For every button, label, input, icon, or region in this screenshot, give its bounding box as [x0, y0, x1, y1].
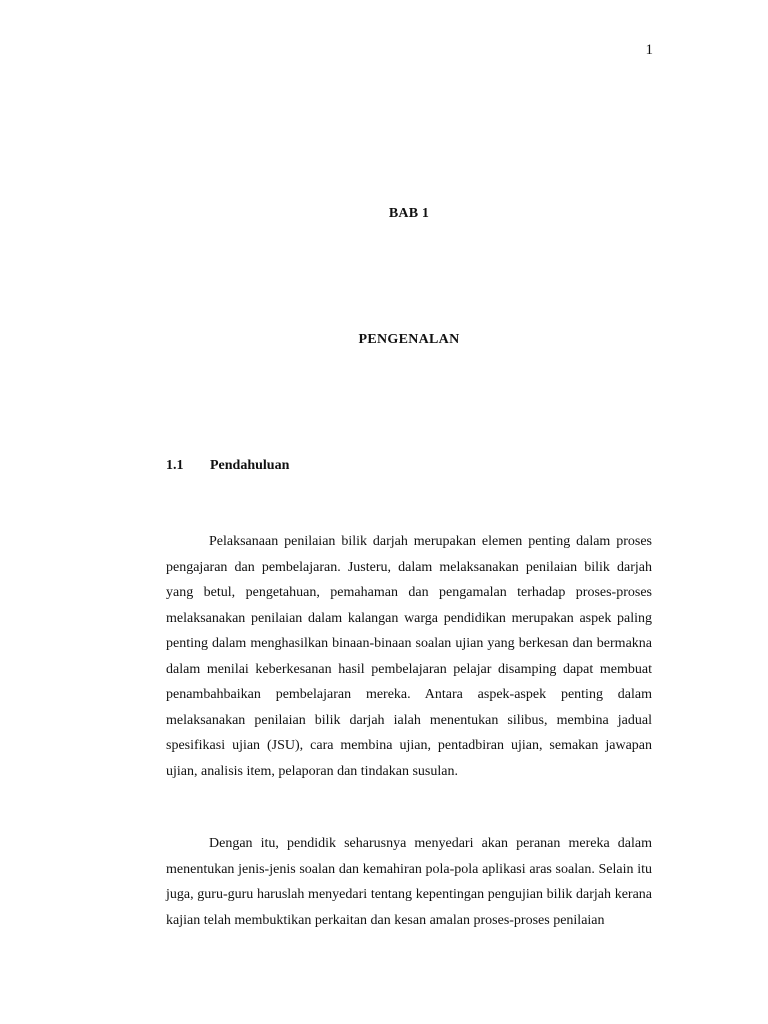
paragraph-1: Pelaksanaan penilaian bilik darjah merupakan elemen penting dalam proses pengajaran dan pembelajaran. Justeru, dalam melaksanakan penilaian bilik darjah yang betul, pengetahuan, pemahaman dan pengamalan terhadap proses-proses melaksanakan penilaian dalam kalangan warga pendidikan merupakan aspek paling penting dalam menghasilkan binaan-binaan soalan ujian yang berkesan dan bermakna dalam menilai keberkesanan hasil pembelajaran pelajar disamping dapat membuat penambahbaikan pembelajaran mereka. Antara aspek-aspek penting dalam melaksanakan penilaian bilik darjah ialah menentukan silibus, membina jadual spesifikasi ujian (JSU), cara membina ujian, pentadbiran ujian, semakan jawapan ujian, analisis item, pelaporan dan tindakan susulan. [166, 534, 652, 779]
section-title: Pendahuluan [210, 458, 290, 473]
section-number: 1.1 [166, 458, 184, 473]
chapter-title: PENGENALAN [358, 332, 460, 347]
chapter-label: BAB 1 [388, 206, 430, 221]
page-number: 1 [645, 42, 653, 58]
section-heading [166, 458, 289, 474]
paragraph-2: Dengan itu, pendidik seharusnya menyedari akan peranan mereka dalam menentukan jenis-jenis soalan dan kemahiran pola-pola aplikasi aras soalan. Selain itu juga, guru-guru haruslah menyedari tentang kepentingan pengujian bilik darjah kerana kajian telah membuktikan perkaitan dan kesan amalan proses-proses penilaian [166, 836, 652, 928]
